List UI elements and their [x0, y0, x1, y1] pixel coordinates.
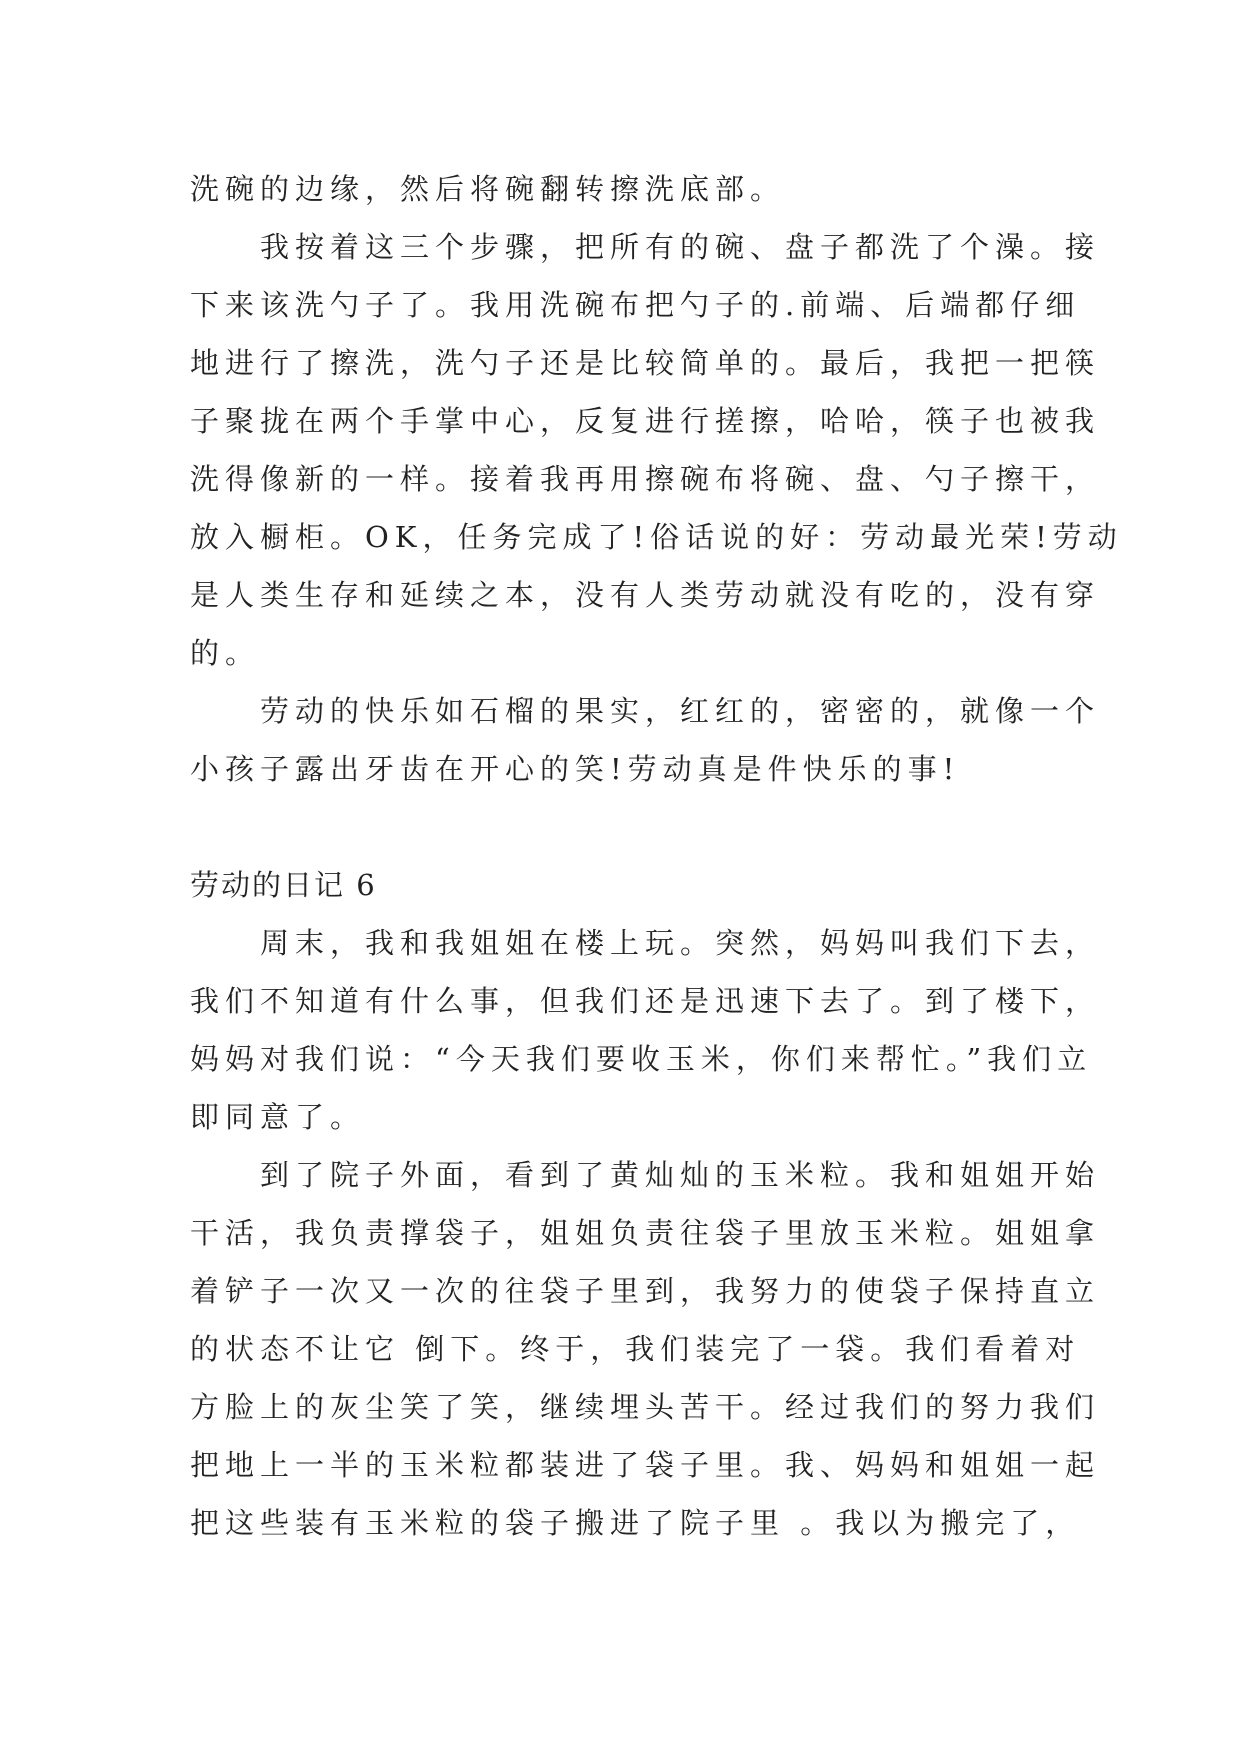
text-line: 洗得像新的一样。接着我再用擦碗布将碗、盘、勺子擦干，	[190, 462, 1101, 496]
text-line: 干活，我负责撑袋子，姐姐负责往袋子里放玉米粒。姐姐拿	[190, 1216, 1101, 1250]
text-line: 是人类生存和延续之本，没有人类劳动就没有吃的，没有穿	[190, 578, 1101, 612]
text-line: 着铲子一次又一次的往袋子里到，我努力的使袋子保持直立	[190, 1274, 1101, 1308]
text-line: 的。	[190, 636, 261, 670]
text-line: 劳动的快乐如石榴的果实，红红的，密密的，就像一个	[260, 694, 1101, 728]
text-line: 方脸上的灰尘笑了笑，继续埋头苦干。经过我们的努力我们	[190, 1390, 1101, 1424]
text-line: 洗碗的边缘，然后将碗翻转擦洗底部。	[190, 172, 786, 206]
text-line: 下来该洗勺子了。我用洗碗布把勺子的.前端、后端都仔细	[190, 288, 1081, 322]
text-line: 把这些装有玉米粒的袋子搬进了院子里 。我以为搬完了，	[190, 1506, 1081, 1540]
text-line: 小孩子露出牙齿在开心的笑!劳动真是件快乐的事!	[190, 752, 961, 786]
text-line: 妈妈对我们说：“今天我们要收玉米，你们来帮忙。”我们立	[190, 1042, 1093, 1076]
document-body	[190, 160, 1123, 1552]
text-line: 周末，我和我姐姐在楼上玩。突然，妈妈叫我们下去，	[260, 926, 1101, 960]
section-title: 劳动的日记 6	[190, 868, 377, 902]
text-line: 我按着这三个步骤，把所有的碗、盘子都洗了个澡。接	[260, 230, 1101, 264]
text-line: 我们不知道有什么事，但我们还是迅速下去了。到了楼下，	[190, 984, 1101, 1018]
text-line: 的状态不让它 倒下。终于，我们装完了一袋。我们看着对	[190, 1332, 1081, 1366]
text-line: 放入橱柜。OK，任务完成了!俗话说的好：劳动最光荣!劳动	[190, 520, 1123, 554]
text-line: 地进行了擦洗，洗勺子还是比较简单的。最后，我把一把筷	[190, 346, 1101, 380]
text-line: 子聚拢在两个手掌中心，反复进行搓擦，哈哈，筷子也被我	[190, 404, 1101, 438]
text-line: 到了院子外面，看到了黄灿灿的玉米粒。我和姐姐开始	[260, 1158, 1101, 1192]
text-line: 即同意了。	[190, 1100, 366, 1134]
text-line: 把地上一半的玉米粒都装进了袋子里。我、妈妈和姐姐一起	[190, 1448, 1101, 1482]
